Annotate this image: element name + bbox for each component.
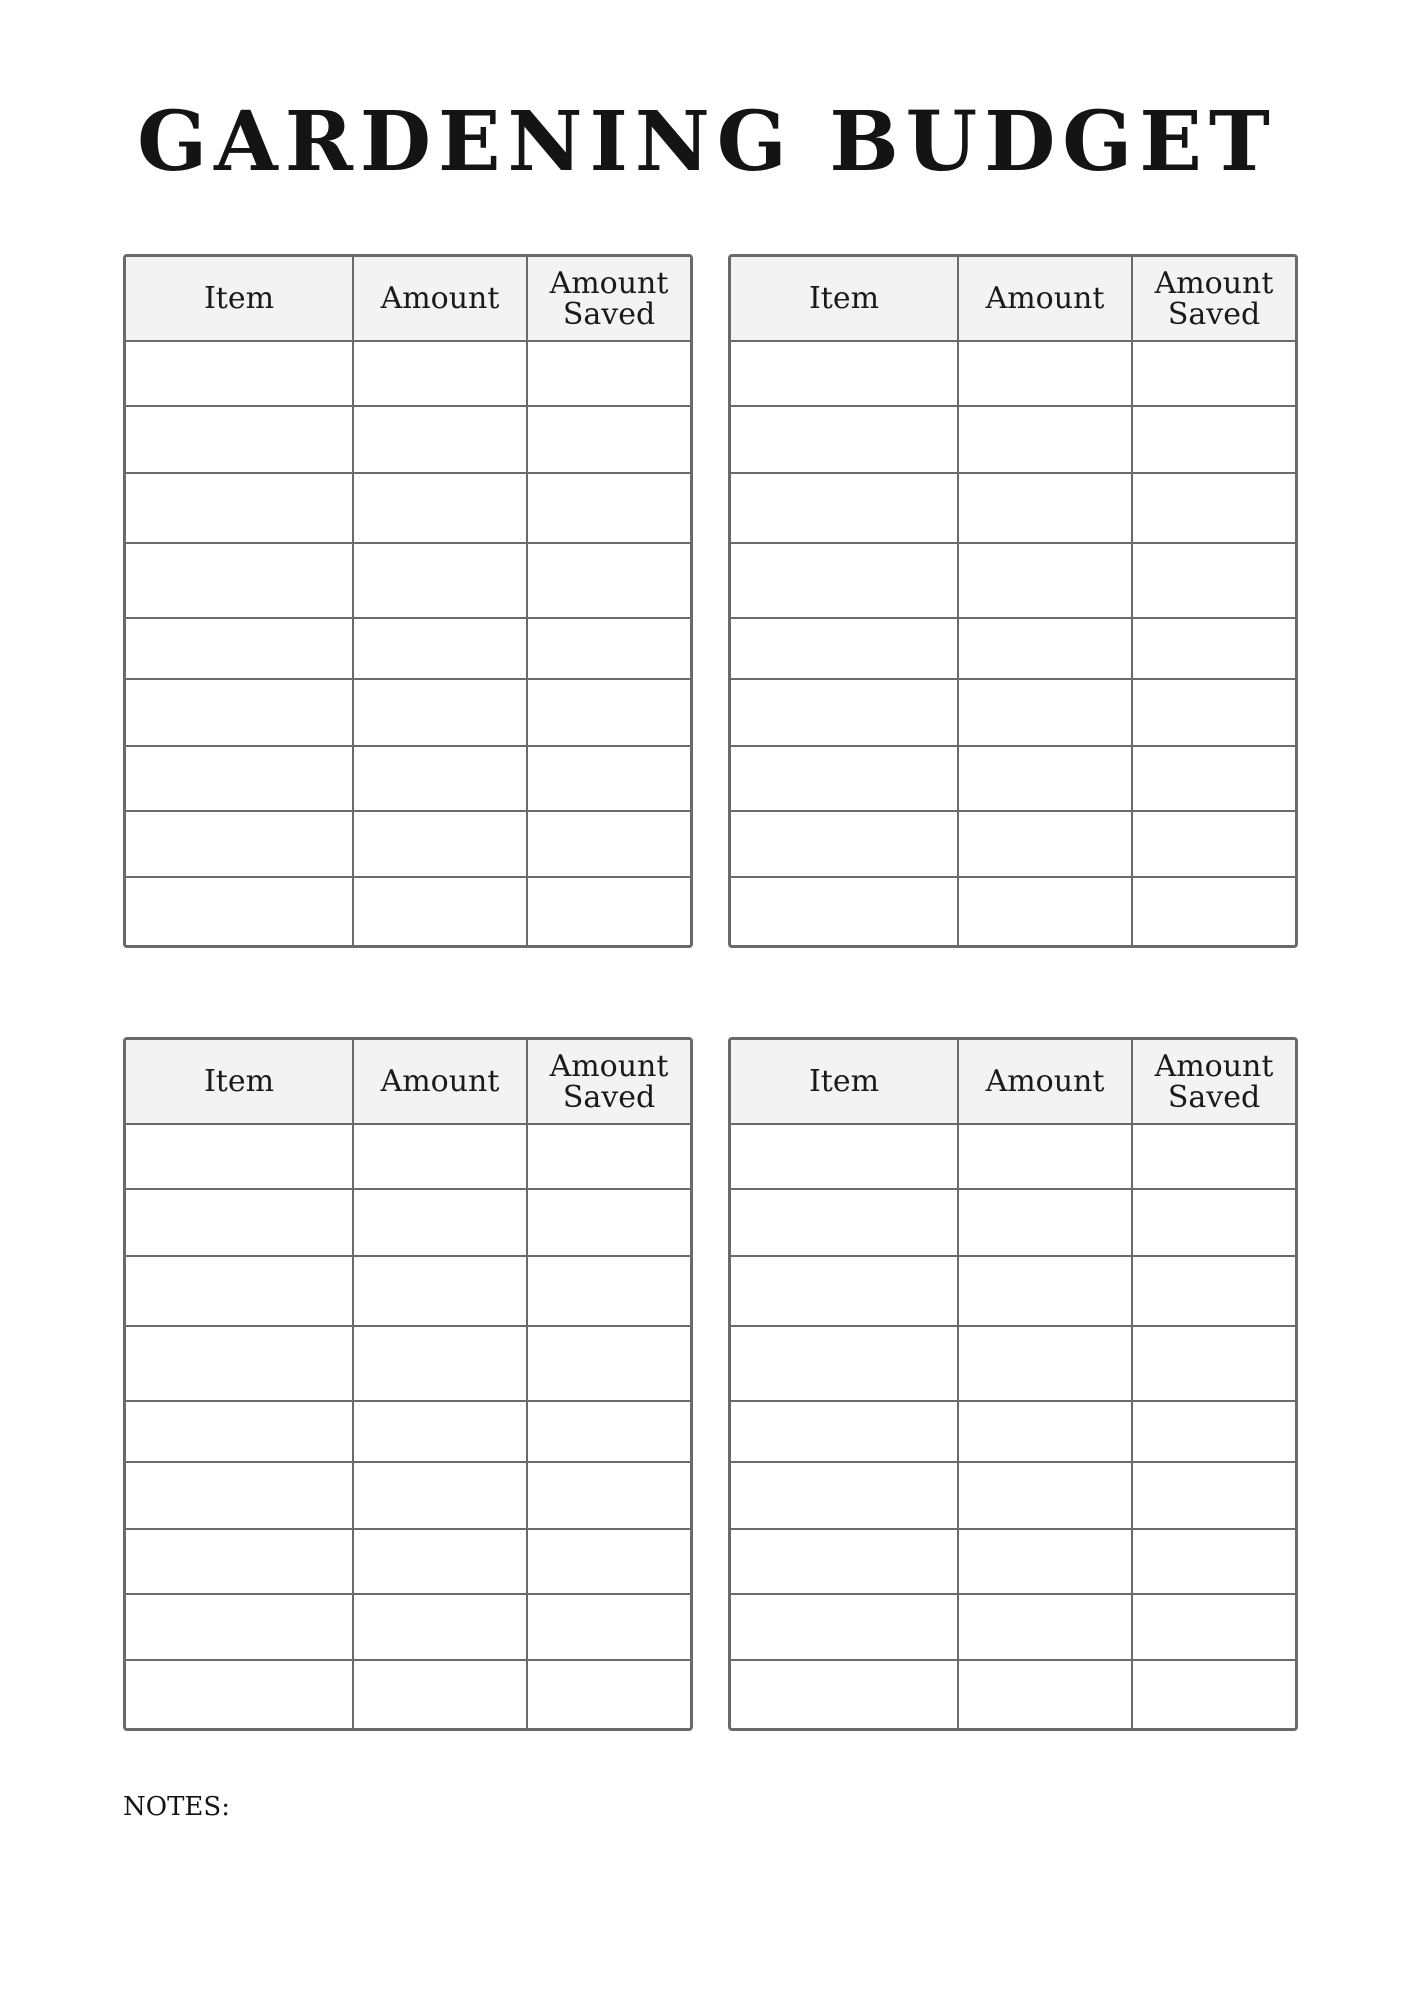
table-row[interactable] — [126, 617, 690, 678]
header-amount-saved-line2: Saved — [562, 296, 656, 332]
header-amount-saved-line2: Saved — [562, 1079, 656, 1115]
header-item: Item — [203, 1064, 275, 1099]
table-row[interactable] — [126, 542, 690, 617]
table-row[interactable] — [126, 1400, 690, 1461]
table-row[interactable] — [126, 1325, 690, 1400]
table-row[interactable] — [126, 472, 690, 542]
column-divider — [957, 257, 959, 945]
header-amount-saved-line1: Amount — [549, 1048, 669, 1084]
budget-table-bottom-right — [728, 1037, 1298, 1731]
header-item: Item — [808, 281, 880, 316]
header-amount-saved — [1133, 257, 1295, 340]
table-row[interactable] — [731, 1528, 1295, 1593]
header-amount-saved-line1: Amount — [1154, 1048, 1274, 1084]
header-amount-saved-line2: Saved — [1167, 296, 1261, 332]
table-row[interactable] — [731, 1400, 1295, 1461]
table-row[interactable] — [731, 405, 1295, 472]
table-row[interactable] — [126, 876, 690, 948]
column-divider — [526, 1040, 528, 1728]
column-divider — [1131, 1040, 1133, 1728]
budget-table-top-right — [728, 254, 1298, 948]
table-header-row — [126, 1040, 690, 1123]
table-row[interactable] — [126, 1659, 690, 1731]
table-row[interactable] — [731, 1659, 1295, 1731]
table-row[interactable] — [126, 1188, 690, 1255]
table-row[interactable] — [126, 810, 690, 876]
table-row[interactable] — [731, 810, 1295, 876]
table-row[interactable] — [731, 745, 1295, 810]
table-row[interactable] — [126, 745, 690, 810]
column-divider — [526, 257, 528, 945]
table-row[interactable] — [126, 678, 690, 745]
column-divider — [352, 257, 354, 945]
header-amount-saved-line2: Saved — [1167, 1079, 1261, 1115]
page-title: GARDENING BUDGET — [137, 94, 1277, 190]
header-amount-saved — [1133, 1040, 1295, 1123]
table-row[interactable] — [731, 1188, 1295, 1255]
table-row[interactable] — [731, 876, 1295, 948]
table-row[interactable] — [731, 1593, 1295, 1659]
header-amount: Amount — [380, 281, 500, 316]
table-row[interactable] — [731, 678, 1295, 745]
table-row[interactable] — [126, 1528, 690, 1593]
table-row[interactable] — [126, 340, 690, 405]
table-row[interactable] — [731, 1255, 1295, 1325]
notes-label: NOTES: — [123, 1792, 230, 1822]
table-row[interactable] — [731, 472, 1295, 542]
budget-table-top-left — [123, 254, 693, 948]
header-amount-saved-line1: Amount — [549, 265, 669, 301]
table-row[interactable] — [126, 1461, 690, 1528]
header-amount-saved — [528, 1040, 690, 1123]
column-divider — [352, 1040, 354, 1728]
table-row[interactable] — [126, 1255, 690, 1325]
table-row[interactable] — [126, 1123, 690, 1188]
table-row[interactable] — [126, 405, 690, 472]
header-item: Item — [203, 281, 275, 316]
column-divider — [957, 1040, 959, 1728]
header-item: Item — [808, 1064, 880, 1099]
table-row[interactable] — [731, 1325, 1295, 1400]
table-header-row — [126, 257, 690, 340]
table-header-row — [731, 1040, 1295, 1123]
header-amount: Amount — [985, 1064, 1105, 1099]
header-amount: Amount — [380, 1064, 500, 1099]
column-divider — [1131, 257, 1133, 945]
header-amount: Amount — [985, 281, 1105, 316]
table-row[interactable] — [731, 1123, 1295, 1188]
table-row[interactable] — [126, 1593, 690, 1659]
table-header-row — [731, 257, 1295, 340]
header-amount-saved-line1: Amount — [1154, 265, 1274, 301]
table-row[interactable] — [731, 617, 1295, 678]
header-amount-saved — [528, 257, 690, 340]
budget-table-bottom-left — [123, 1037, 693, 1731]
table-row[interactable] — [731, 340, 1295, 405]
table-row[interactable] — [731, 542, 1295, 617]
table-row[interactable] — [731, 1461, 1295, 1528]
